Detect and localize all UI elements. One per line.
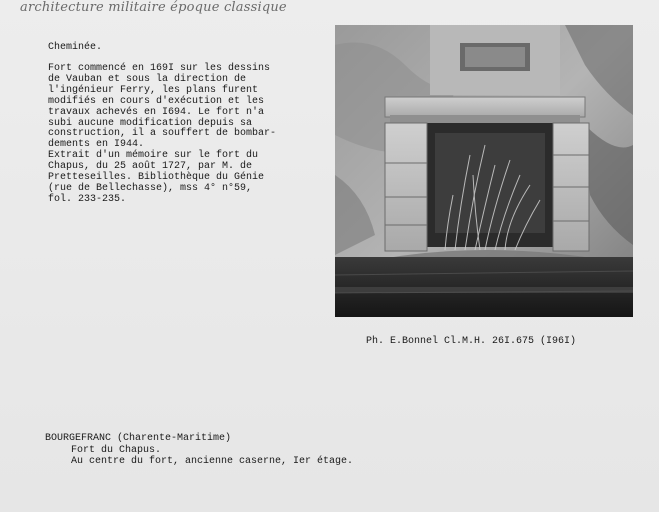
right-jamb <box>553 123 589 251</box>
caption-title: Cheminée. <box>48 42 103 53</box>
description-text: Fort commencé en 169I sur les dessins de Vauban et sous la direction de l'ingénieur Ferry, les plans furent modifiés en cours d'exécution et les travaux achevés en I694. Le fort n'a subi aucune modification depuis sa construction, il a souffert de bombar- dements en I944. Extrait d'un mémoire sur le fort du Chapus, du 25 août 1727, par M. de Pretteseilles. Bibliothèque du Génie (rue de Bellechasse), mss 4° n°59, fol. 233-235. <box>48 63 277 205</box>
fireplace-illustration <box>335 25 633 317</box>
caption-description <box>48 64 310 206</box>
left-jamb <box>385 123 427 251</box>
mantel <box>385 97 585 117</box>
handwritten-note: architecture militaire époque classique <box>20 0 287 15</box>
location-site: Fort du Chapus. <box>71 444 162 456</box>
location-block <box>45 433 353 468</box>
location-commune: BOURGEFRANC (Charente-Maritime) <box>45 433 232 444</box>
location-detail: Au centre du fort, ancienne caserne, Ier étage. <box>71 456 354 467</box>
photo-credit: Ph. E.Bonnel Cl.M.H. 26I.675 (I96I) <box>366 336 577 347</box>
fireplace-photo <box>335 25 633 317</box>
